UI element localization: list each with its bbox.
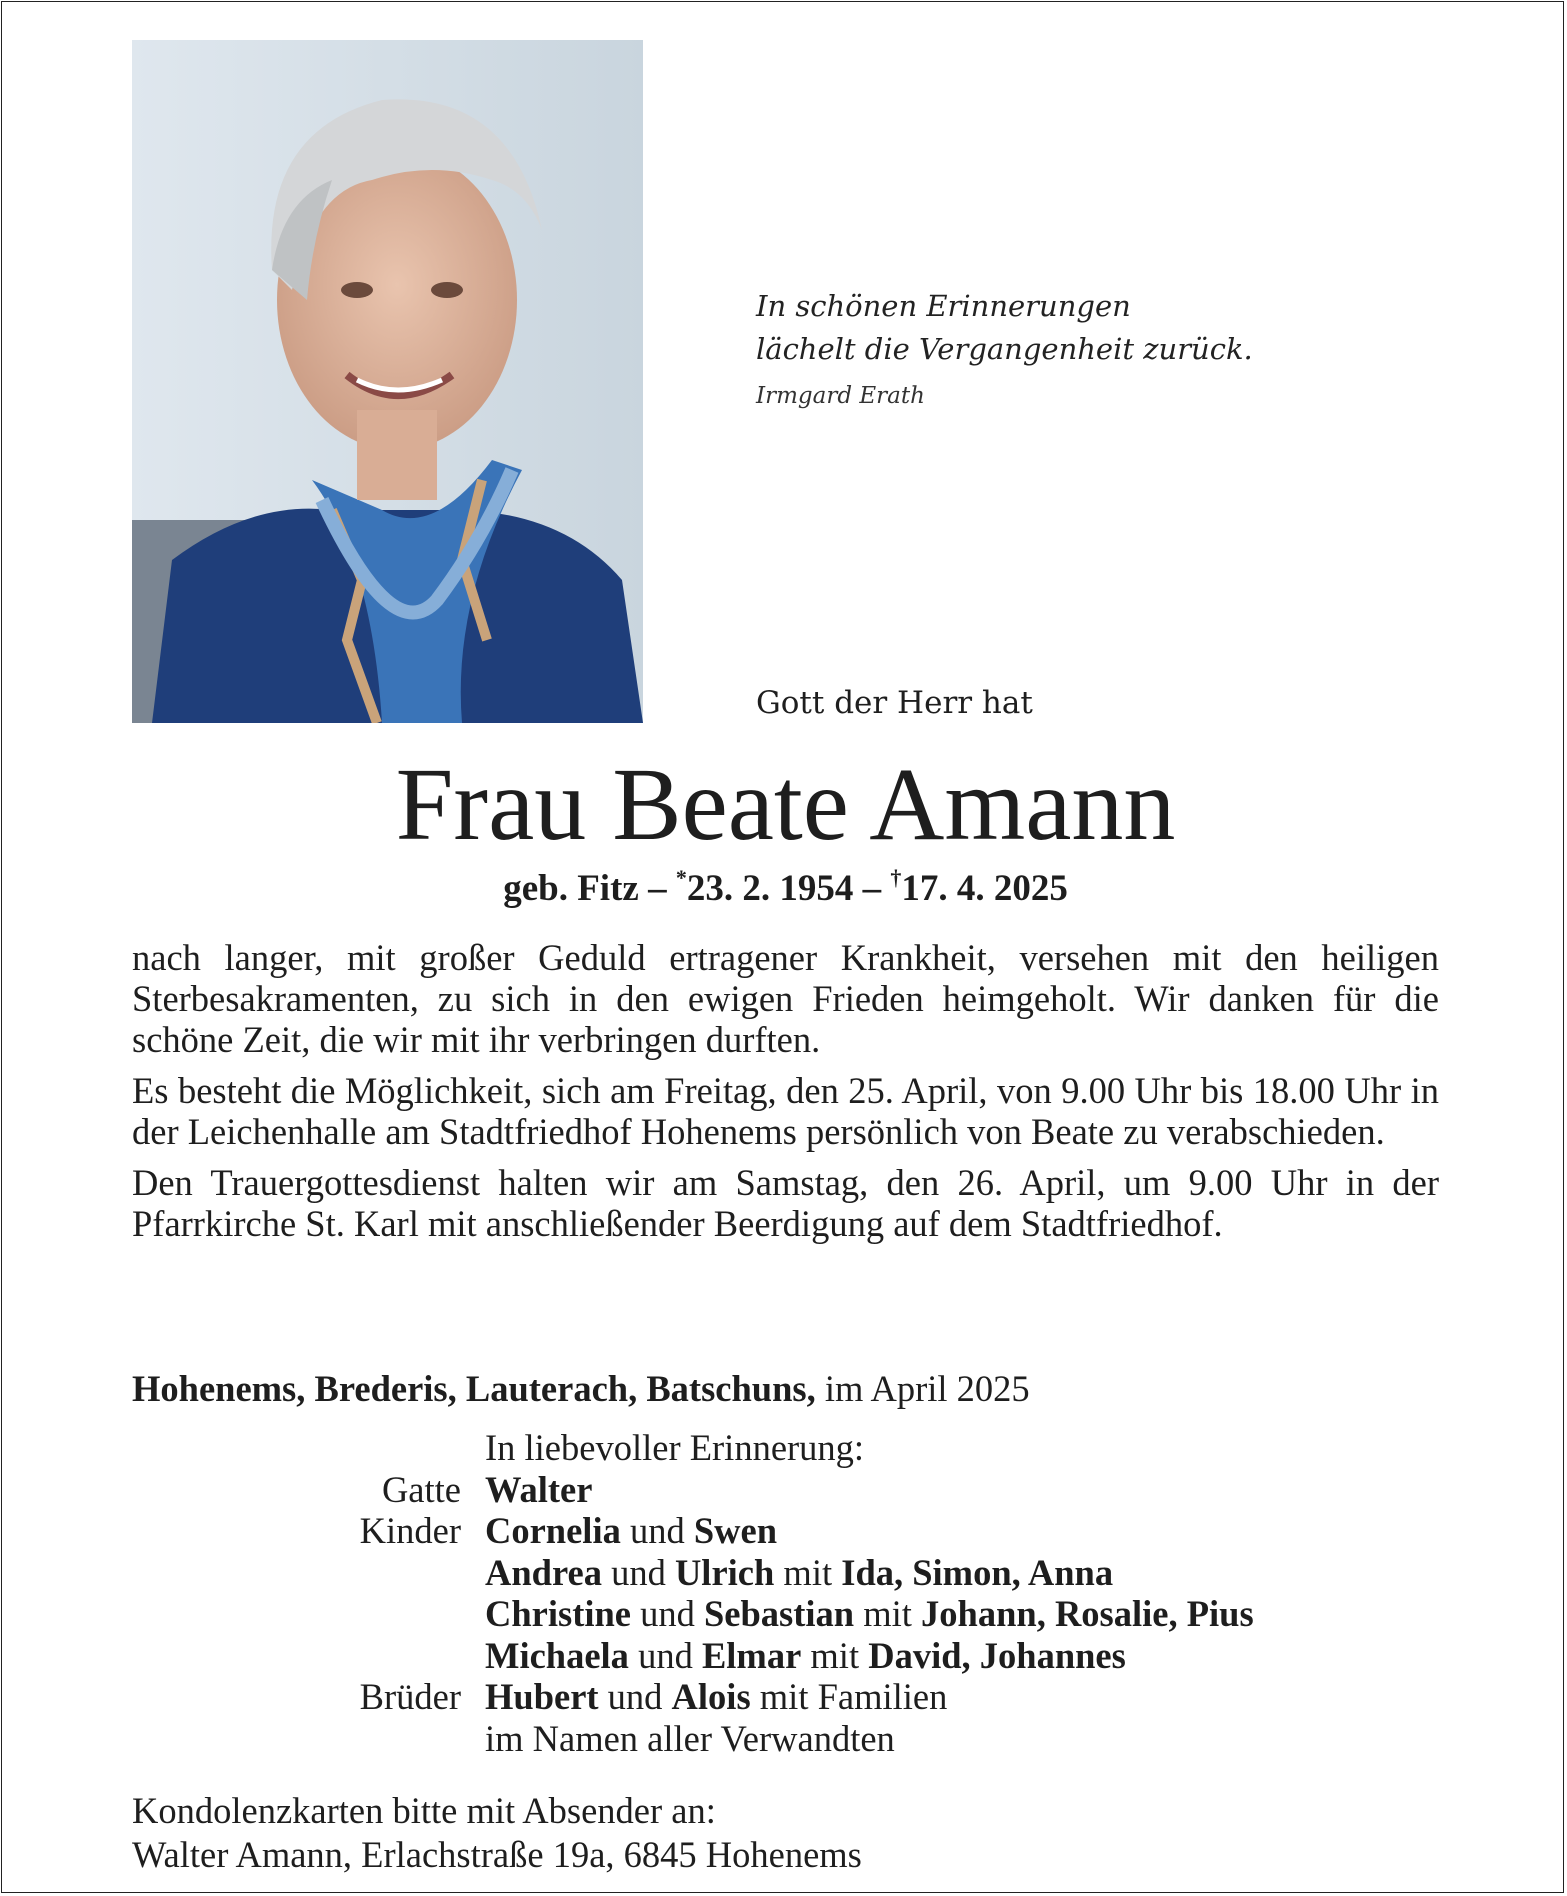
paragraph: nach langer, mit großer Geduld ertragener Krankheit, versehen mit den heiligen Sterbesakramenten, zu sich in den ewigen Frieden heimgeholt. Wir danken für die schöne Zeit, die wir mit ihr verbringen durften. (132, 937, 1439, 1060)
relative-name: Elmar (701, 1634, 802, 1676)
relative-name: Christine (485, 1593, 631, 1634)
quote-author: Irmgard Erath (756, 383, 925, 409)
relative-name: Ulrich (674, 1551, 775, 1593)
paragraph: Es besteht die Möglichkeit, sich am Freitag, den 25. April, von 9.00 Uhr bis 18.00 Uhr in der Leichenhalle am Stadtfriedhof Hohenems persönlich von Beate zu verabschieden. (132, 1070, 1439, 1152)
family-heading-row (302, 1427, 1452, 1469)
memorial-quote (756, 285, 1456, 409)
month-year: im April 2025 (824, 1368, 1030, 1409)
birth-date: 23. 2. 1954 (686, 868, 854, 909)
connector-text: und (620, 1510, 694, 1551)
birth-star-icon: * (675, 865, 687, 890)
towns: Hohenems, Brederis, Lauterach, Batschuns, (132, 1368, 816, 1409)
family-row (302, 1469, 1452, 1511)
family-names (485, 1510, 777, 1552)
relative-name: Walter (485, 1468, 593, 1510)
paragraph: Den Trauergottesdienst halten wir am Samstag, den 26. April, um 9.00 Uhr in der Pfarrkirche St. Karl mit anschließender Beerdigung auf dem Stadtfriedhof. (132, 1162, 1439, 1244)
family-list (302, 1427, 1452, 1759)
family-role (302, 1593, 485, 1635)
relative-name: Sebastian (704, 1593, 855, 1634)
family-names (485, 1552, 1113, 1594)
family-row (302, 1552, 1452, 1594)
family-role: Brüder (359, 1676, 461, 1717)
family-row (302, 1593, 1452, 1635)
relative-name: Swen (693, 1510, 778, 1551)
relative-name: Johann, Rosalie, Pius (921, 1593, 1254, 1634)
birth-name: geb. Fitz (503, 868, 639, 909)
deceased-name: Frau Beate Amann (395, 747, 1176, 862)
family-role (302, 1718, 485, 1760)
family-role: Kinder (359, 1510, 461, 1551)
connector-text: und (628, 1634, 702, 1676)
connector-text: und (631, 1593, 704, 1634)
family-names (485, 1718, 895, 1760)
family-row (302, 1635, 1452, 1677)
quote-line-1: In schönen Erinnerungen (756, 289, 1131, 323)
life-dates (2, 867, 1567, 910)
dash: – (648, 868, 667, 909)
relative-name: Michaela (485, 1634, 629, 1676)
notice-body (132, 937, 1439, 1254)
obituary-notice (1, 1, 1564, 1893)
family-names (485, 1593, 1254, 1635)
family-names (485, 1469, 592, 1511)
connector-text: und (598, 1676, 672, 1717)
intro-text: Gott der Herr hat (756, 685, 1033, 721)
relative-name: Andrea (485, 1551, 602, 1593)
portrait-photo (132, 40, 643, 723)
condolence-note: Kondolenzkarten bitte mit Absender an: (132, 1790, 716, 1831)
death-date: 17. 4. 2025 (901, 868, 1068, 909)
relative-name: Cornelia (485, 1510, 621, 1551)
family-names (485, 1676, 947, 1718)
quote-line-2: lächelt die Vergangenheit zurück. (756, 332, 1253, 366)
family-row (302, 1718, 1452, 1760)
dash: – (862, 868, 882, 909)
connector-text: im Namen aller Verwandten (485, 1717, 895, 1759)
relative-name: Hubert (485, 1676, 599, 1717)
connector-text: und (601, 1551, 675, 1593)
family-role (302, 1552, 485, 1594)
relative-name: Alois (671, 1676, 751, 1717)
place-date-line (132, 1367, 1030, 1410)
family-heading: In liebevoller Erinnerung: (485, 1427, 865, 1468)
family-row (302, 1510, 1452, 1552)
connector-text: mit (801, 1634, 869, 1676)
connector-text: mit Familien (750, 1676, 948, 1717)
family-names (485, 1635, 1126, 1677)
condolence-address (132, 1789, 862, 1877)
family-row (302, 1676, 1452, 1718)
family-role: Gatte (381, 1468, 461, 1510)
relative-name: David, Johannes (868, 1634, 1126, 1676)
death-cross-icon: † (890, 865, 902, 890)
connector-text: mit (854, 1593, 922, 1634)
family-role (302, 1635, 485, 1677)
connector-text: mit (774, 1551, 842, 1593)
address-line: Walter Amann, Erlachstraße 19a, 6845 Hohenems (132, 1834, 862, 1875)
relative-name: Ida, Simon, Anna (841, 1551, 1114, 1593)
